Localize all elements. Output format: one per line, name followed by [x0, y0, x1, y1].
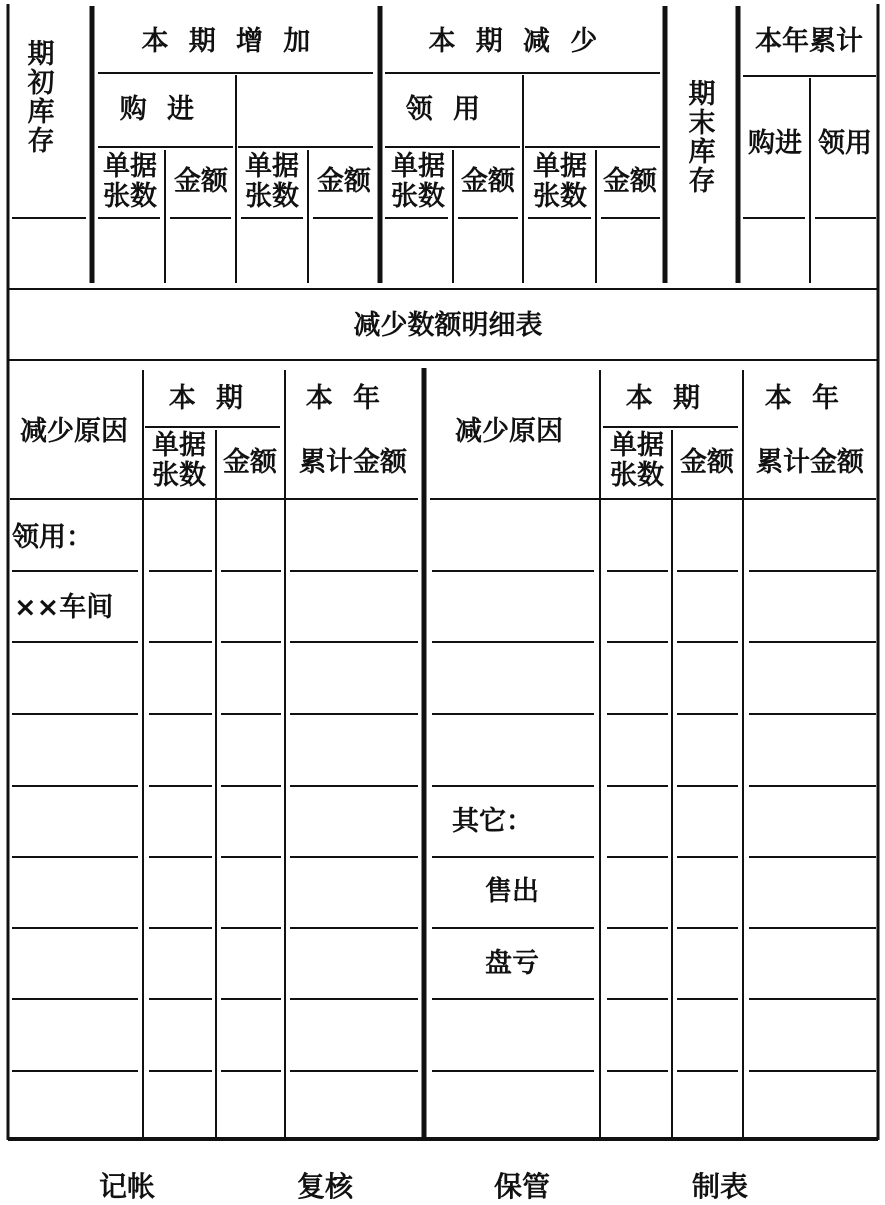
signature-preparer: 制表 [691, 1170, 749, 1203]
decrease-other-doc-count: 单据张数 [533, 151, 587, 212]
signature-bookkeeping: 记帐 [98, 1170, 156, 1203]
left-doc-count-header: 单据张数 [152, 430, 206, 491]
row-label-use: 领用： [12, 522, 93, 553]
signature-review: 复核 [296, 1170, 354, 1203]
decrease-use-doc-count: 单据张数 [391, 151, 445, 212]
row-label-sold: 售出 [485, 876, 539, 907]
left-reason-header: 减少原因 [20, 416, 128, 447]
increase-other-doc-count: 单据张数 [245, 151, 299, 212]
increase-other-amount: 金额 [317, 166, 371, 197]
left-year-total-header: 累计金额 [299, 447, 407, 478]
decrease-other-amount: 金额 [603, 166, 657, 197]
right-this-period-header: 本期 [625, 383, 721, 414]
left-amount-header: 金额 [223, 447, 277, 478]
signature-custody: 保管 [493, 1170, 551, 1203]
year-use-label: 领用 [818, 128, 872, 159]
decrease-use-label: 领用 [405, 94, 501, 125]
right-doc-count-header: 单据张数 [610, 430, 664, 491]
detail-table-title: 减少数额明细表 [353, 310, 543, 341]
increase-purchase-amount: 金额 [174, 166, 228, 197]
left-this-year-header: 本年 [305, 383, 401, 414]
increase-header: 本期增加 [141, 26, 331, 57]
row-label-inventory-loss: 盘亏 [485, 948, 539, 979]
decrease-header: 本期减少 [428, 26, 618, 57]
right-year-total-header: 累计金额 [756, 447, 864, 478]
increase-purchase-doc-count: 单据张数 [103, 151, 157, 212]
right-amount-header: 金额 [680, 447, 734, 478]
opening-stock-header: 期初库存 [27, 39, 55, 158]
year-purchase-label: 购进 [748, 128, 802, 159]
decrease-use-amount: 金额 [461, 166, 515, 197]
right-reason-header: 减少原因 [455, 416, 563, 447]
right-this-year-header: 本年 [764, 383, 860, 414]
year-total-header: 本年累计 [755, 26, 863, 57]
increase-purchase-label: 购进 [119, 94, 215, 125]
row-label-workshop: ××车间 [14, 592, 114, 623]
left-this-period-header: 本期 [168, 383, 264, 414]
closing-stock-header: 期末库存 [688, 79, 716, 198]
row-label-other: 其它： [452, 806, 533, 837]
